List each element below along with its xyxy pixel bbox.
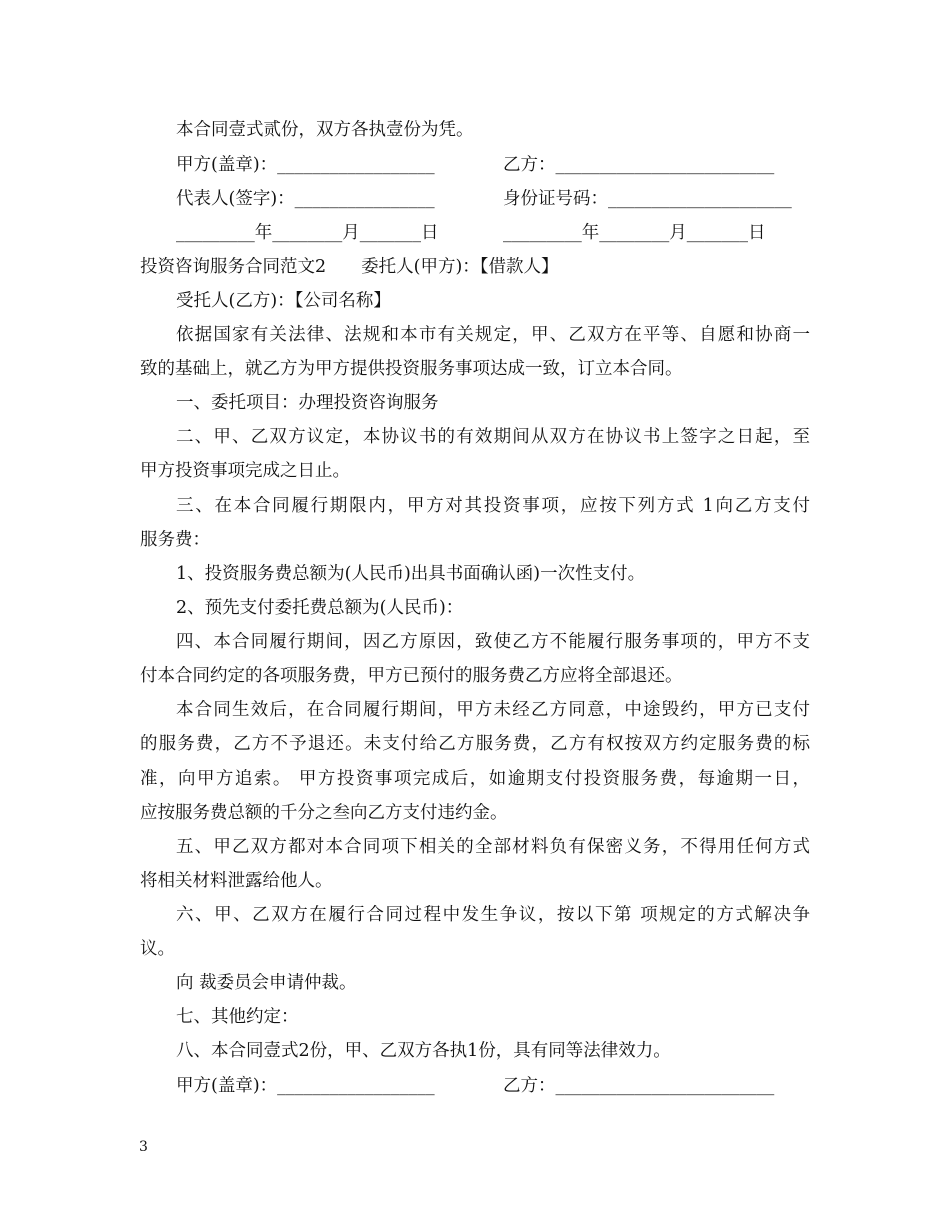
breach-para-line-1: 本合同生效后，在合同履行期间，甲方未经乙方同意，中途毁约，甲方已支付 bbox=[176, 700, 810, 720]
clause-3-line-1: 三、在本合同履行期限内，甲方对其投资事项，应按下列方式 1向乙方支付 bbox=[176, 496, 810, 516]
page-number: 3 bbox=[139, 1139, 148, 1155]
clause-1: 一、委托项目：办理投资咨询服务 bbox=[176, 393, 439, 413]
trustee-line: 受托人(乙方)：【公司名称】 bbox=[176, 291, 391, 311]
representative-signature-line: 代表人(签字)：________________ bbox=[176, 189, 435, 209]
party-b-line: 乙方：_________________________ bbox=[503, 155, 775, 175]
clause-4-line-1: 四、本合同履行期间，因乙方原因，致使乙方不能履行服务事项的，甲方不支 bbox=[176, 632, 810, 652]
date-line-left: _________年________月_______日 bbox=[176, 223, 439, 243]
arbitration-line: 向 裁委员会申请仲裁。 bbox=[176, 973, 357, 993]
clause-7: 七、其他约定： bbox=[176, 1007, 299, 1027]
clause-2-line-1: 二、甲、乙双方议定，本协议书的有效期间从双方在协议书上签字之日起，至 bbox=[176, 427, 810, 447]
party-b-line-bottom: 乙方：_________________________ bbox=[503, 1076, 775, 1096]
preamble-line-2: 致的基础上，就乙方为甲方提供投资服务事项达成一致，订立本合同。 bbox=[140, 359, 683, 379]
preamble-line-1: 依据国家有关法律、法规和本市有关规定，甲、乙双方在平等、自愿和协商一 bbox=[176, 325, 810, 345]
clause-3-item-2: 2、预先支付委托费总额为(人民币)： bbox=[176, 598, 464, 618]
contract-title-line: 投资咨询服务合同范文2 委托人(甲方)：【借款人】 bbox=[140, 257, 559, 277]
clause-5-line-1: 五、甲乙双方都对本合同项下相关的全部材料负有保密义务，不得用任何方式 bbox=[176, 837, 810, 857]
clause-5-line-2: 将相关材料泄露给他人。 bbox=[140, 871, 333, 891]
id-number-line: 身份证号码：_____________________ bbox=[503, 189, 792, 209]
clause-2-line-2: 甲方投资事项完成之日止。 bbox=[140, 461, 350, 481]
clause-8: 八、本合同壹式2份，甲、乙双方各执1份，具有同等法律效力。 bbox=[176, 1041, 671, 1061]
breach-para-line-2: 的服务费，乙方不予退还。未支付给乙方服务费，乙方有权按双方约定服务费的标 bbox=[140, 734, 810, 754]
breach-para-line-4: 应按服务费总额的千分之叁向乙方支付违约金。 bbox=[140, 803, 508, 823]
clause-4-line-2: 付本合同约定的各项服务费，甲方已预付的服务费乙方应将全部退还。 bbox=[140, 666, 683, 686]
party-a-seal-line: 甲方(盖章)：__________________ bbox=[176, 155, 435, 175]
breach-para-line-3: 准，向甲方追索。 甲方投资事项完成后，如逾期支付投资服务费，每逾期一日， bbox=[140, 769, 810, 789]
clause-6-line-2: 议。 bbox=[140, 939, 175, 959]
party-a-seal-line-bottom: 甲方(盖章)：__________________ bbox=[176, 1076, 435, 1096]
date-line-right: _________年________月_______日 bbox=[503, 223, 766, 243]
clause-3-line-2: 服务费： bbox=[140, 530, 210, 550]
clause-6-line-1: 六、甲、乙双方在履行合同过程中发生争议，按以下第 项规定的方式解决争 bbox=[176, 905, 810, 925]
clause-3-item-1: 1、投资服务费总额为(人民币)出具书面确认函)一次性支付。 bbox=[176, 564, 646, 584]
copies-statement: 本合同壹式贰份，双方各执壹份为凭。 bbox=[176, 120, 474, 140]
